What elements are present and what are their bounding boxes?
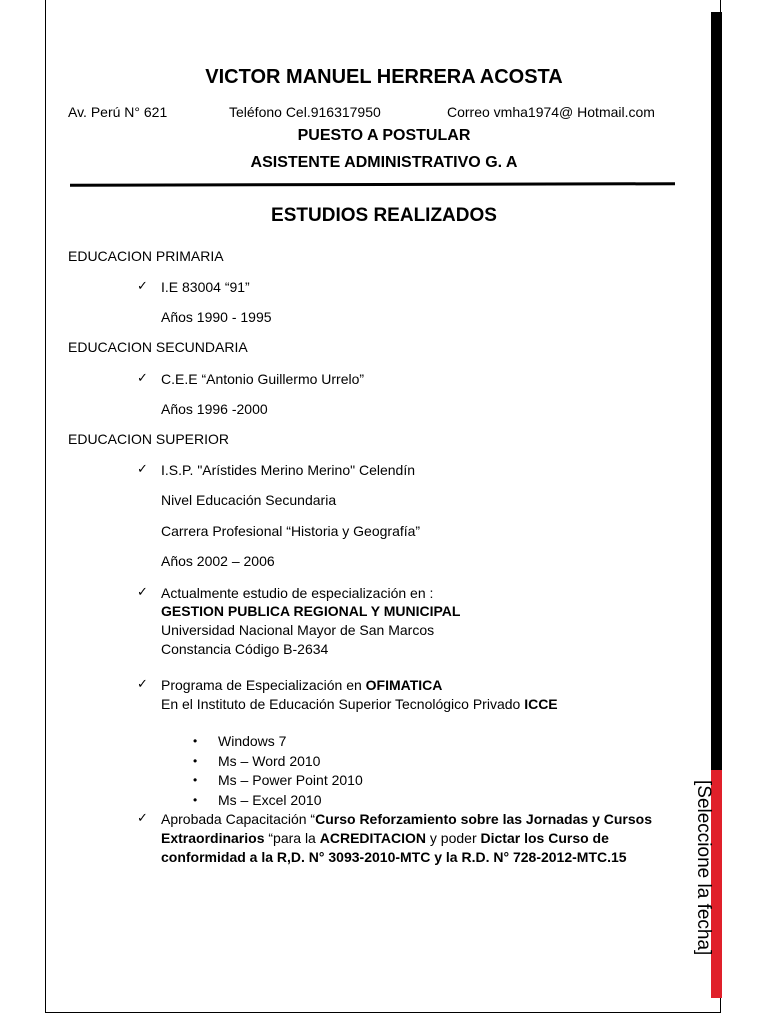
especializacion-intro: Actualmente estudio de especialización en : xyxy=(161,585,434,601)
secundaria-heading: EDUCACION SECUNDARIA xyxy=(68,339,248,355)
ofimatica-item: Ms – Word 2010 xyxy=(218,753,321,769)
bullet-icon: • xyxy=(193,754,198,768)
capacitacion-p2: “para la xyxy=(264,830,320,846)
superior-school: I.S.P. "Arístides Merino Merino" Celendín xyxy=(161,462,416,478)
ofimatica-item: Ms – Power Point 2010 xyxy=(218,772,363,788)
check-icon: ✓ xyxy=(137,810,148,825)
side-bar-black xyxy=(711,12,722,770)
especializacion-certificate: Constancia Código B-2634 xyxy=(161,641,329,657)
especializacion-university: Universidad Nacional Mayor de San Marcos xyxy=(161,622,435,638)
check-icon: ✓ xyxy=(137,676,148,691)
primaria-school: I.E 83004 “91” xyxy=(161,279,250,295)
capacitacion-p1: Aprobada Capacitación “ xyxy=(161,811,316,827)
position-label: PUESTO A POSTULAR xyxy=(297,127,471,144)
check-icon: ✓ xyxy=(137,461,148,476)
ofimatica-institute-bold: ICCE xyxy=(524,696,558,712)
position-title: ASISTENTE ADMINISTRATIVO G. A xyxy=(250,154,518,171)
ofimatica-item: Windows 7 xyxy=(218,733,287,749)
capacitacion-line-2 xyxy=(161,830,609,846)
bullet-icon: • xyxy=(193,734,198,748)
address: Av. Perú N° 621 xyxy=(68,104,168,120)
section-title: ESTUDIOS REALIZADOS xyxy=(271,205,497,226)
ofimatica-line xyxy=(161,677,442,693)
ofimatica-prefix: Programa de Especialización en xyxy=(161,677,366,693)
secundaria-school: C.E.E “Antonio Guillermo Urrelo” xyxy=(161,371,365,387)
bullet-icon: • xyxy=(193,773,198,787)
check-icon: ✓ xyxy=(137,278,148,293)
ofimatica-bold: OFIMATICA xyxy=(365,677,443,693)
secundaria-years: Años 1996 -2000 xyxy=(161,401,268,417)
bullet-icon: • xyxy=(193,793,198,807)
capacitacion-line-3: conformidad a la R,D. N° 3093-2010-MTC y la R.D. N° 728-2012-MTC.15 xyxy=(161,849,627,865)
capacitacion-b2: Extraordinarios xyxy=(161,830,265,846)
capacitacion-b3: ACREDITACION xyxy=(319,830,427,846)
superior-level: Nivel Educación Secundaria xyxy=(161,492,337,508)
superior-years: Años 2002 – 2006 xyxy=(161,553,275,569)
primaria-years: Años 1990 - 1995 xyxy=(161,309,272,325)
check-icon: ✓ xyxy=(137,584,148,599)
phone: Teléfono Cel.916317950 xyxy=(229,104,381,120)
superior-career: Carrera Profesional “Historia y Geografía” xyxy=(161,523,421,539)
check-icon: ✓ xyxy=(137,370,148,385)
date-field[interactable] xyxy=(690,780,714,960)
capacitacion-p3: y poder xyxy=(426,830,481,846)
candidate-name: VICTOR MANUEL HERRERA ACOSTA xyxy=(205,66,563,88)
email: Correo vmha1974@ Hotmail.com xyxy=(447,104,655,120)
ofimatica-institute: En el Instituto de Educación Superior Tecnológico Privado xyxy=(161,696,525,712)
primaria-heading: EDUCACION PRIMARIA xyxy=(68,248,224,264)
capacitacion-b4: Dictar los Curso de xyxy=(480,830,609,846)
date-placeholder[interactable]: [Seleccione la fecha] xyxy=(693,780,714,956)
ofimatica-item: Ms – Excel 2010 xyxy=(218,792,322,808)
capacitacion-b1: Curso Reforzamiento sobre las Jornadas y Cursos xyxy=(315,811,652,827)
especializacion-program: GESTION PUBLICA REGIONAL Y MUNICIPAL xyxy=(161,603,461,619)
ofimatica-institute-line xyxy=(161,696,558,712)
superior-heading: EDUCACION SUPERIOR xyxy=(68,431,230,447)
capacitacion-line-1 xyxy=(161,811,652,827)
